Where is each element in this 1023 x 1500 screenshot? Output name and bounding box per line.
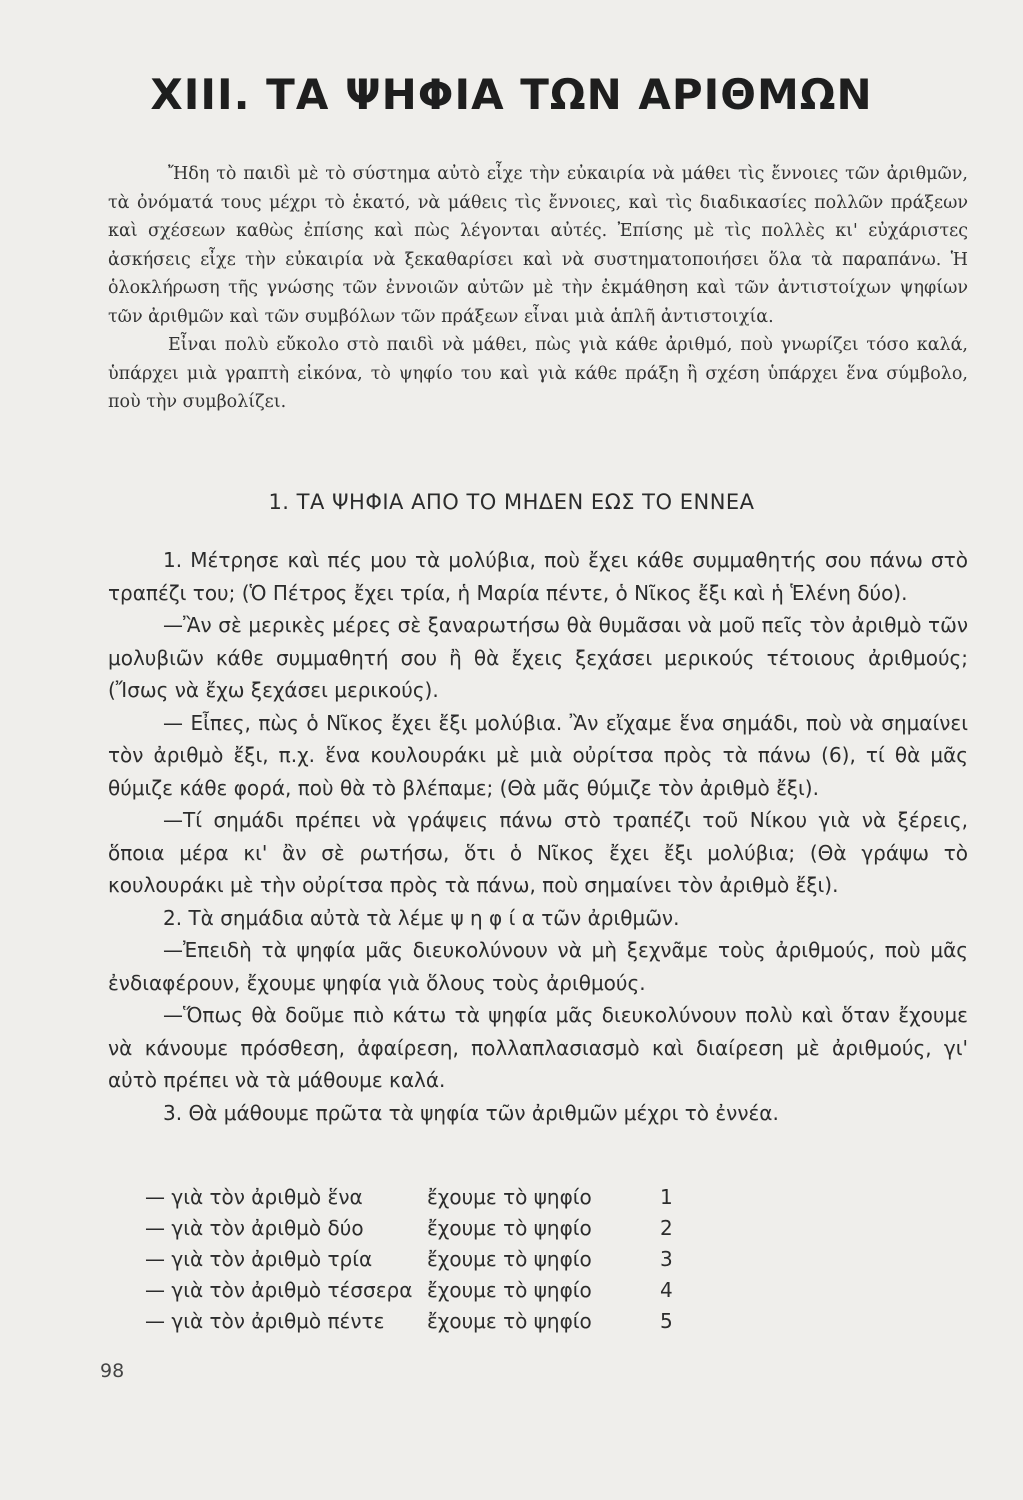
digit-row-digit: 4 (660, 1278, 673, 1302)
digit-row-label: — γιὰ τὸν ἀριθμὸ ἕνα (145, 1185, 363, 1209)
digit-row (145, 1244, 690, 1275)
intro-paragraph: Ἤδη τὸ παιδὶ μὲ τὸ σύστημα αὐτὸ εἶχε τὴν εὐκαιρία νὰ μάθει τὶς ἔννοιες τῶν ἀριθμῶν, τὰ ὀνόματά τους μέχρι τὸ ἑκατό, νὰ μάθεις τὶς ἔννοιες, καὶ τὶς διαδικασίες πολλῶν πράξεων καὶ σχέσεων καθὼς ἐπίσης καὶ πὼς λέγονται αὐτές. Ἐπίσης μὲ τὶς πολλὲς κι' εὐχάριστες ἀσκήσεις εἶχε τὴν εὐκαιρία νὰ ξεκαθαρίσει καὶ νὰ συστηματοποιήσει ὅλα τὰ παραπάνω. Ἡ ὁλοκλήρωση τῆς γνώσης τῶν ἐννοιῶν αὐτῶν μὲ τὴν ἐκμάθηση καὶ τῶν ἀντιστοίχων ψηφίων τῶν ἀριθμῶν καὶ τῶν συμβόλων τῶν πράξεων εἶναι μιὰ ἁπλῆ ἀντιστοιχία. (108, 164, 968, 327)
digit-row-middle: ἔχουμε τὸ ψηφίο (427, 1216, 592, 1240)
chapter-title: XIII. ΤΑ ΨΗΦΙΑ ΤΩΝ ΑΡΙΘΜΩΝ (150, 70, 873, 119)
digit-row-middle: ἔχουμε τὸ ψηφίο (427, 1185, 592, 1209)
digit-row-digit: 2 (660, 1216, 673, 1240)
body-paragraph: —Ἐπειδὴ τὰ ψηφία μᾶς διευκολύνουν νὰ μὴ ξεχνᾶμε τοὺς ἀριθμούς, ποὺ μᾶς ἐνδιαφέρουν, ἔχουμε ψηφία γιὰ ὅλους τοὺς ἀριθμούς. (108, 938, 968, 995)
body-paragraph: —Ὅπως θὰ δοῦμε πιὸ κάτω τὰ ψηφία μᾶς διευκολύνουν πολὺ καὶ ὅταν ἔχουμε νὰ κάνουμε πρόσθεση, ἀφαίρεση, πολλαπλασιασμὸ καὶ διαίρεση μὲ ἀριθμούς, γι' αὐτὸ πρέπει νὰ τὰ μάθουμε καλά. (108, 1003, 968, 1092)
body-paragraph: 1. Μέτρησε καὶ πές μου τὰ μολύβια, ποὺ ἔχει κάθε συμμαθητής σου πάνω στὸ τραπέζι του; (Ὁ Πέτρος ἔχει τρία, ἡ Μαρία πέντε, ὁ Νῖκος ἔξι καὶ ἡ Ἑλένη δύο). (108, 548, 968, 605)
digit-row-middle: ἔχουμε τὸ ψηφίο (427, 1309, 592, 1333)
page-number: 98 (100, 1360, 125, 1382)
digit-row-label: — γιὰ τὸν ἀριθμὸ τρία (145, 1247, 373, 1271)
body-paragraph: 3. Θὰ μάθουμε πρῶτα τὰ ψηφία τῶν ἀριθμῶν μέχρι τὸ ἐννέα. (163, 1100, 779, 1125)
digit-row (145, 1213, 690, 1244)
section-title: 1. ΤΑ ΨΗΦΙΑ ΑΠΟ ΤΟ ΜΗΔΕΝ ΕΩΣ ΤΟ ΕΝΝΕΑ (268, 490, 755, 514)
digit-row-label: — γιὰ τὸν ἀριθμὸ πέντε (145, 1309, 385, 1333)
digit-row-middle: ἔχουμε τὸ ψηφίο (427, 1247, 592, 1271)
intro-text (108, 160, 968, 417)
body-paragraph: 2. Τὰ σημάδια αὐτὰ τὰ λέμε ψ η φ ί α τῶν ἀριθμῶν. (163, 905, 680, 930)
digit-table (145, 1182, 690, 1337)
digit-row-middle: ἔχουμε τὸ ψηφίο (427, 1278, 592, 1302)
body-paragraph: — Εἶπες, πὼς ὁ Νῖκος ἔχει ἔξι μολύβια. Ἂν εἴχαμε ἕνα σημάδι, ποὺ νὰ σημαίνει τὸν ἀριθμὸ ἔξι, π.χ. ἕνα κουλουράκι μὲ μιὰ οὐρίτσα πρὸς τὰ πάνω (6), τί θὰ μᾶς θύμιζε κάθε φορά, ποὺ θὰ τὸ βλέπαμε; (Θὰ μᾶς θύμιζε τὸν ἀριθμὸ ἔξι). (108, 710, 968, 800)
body-text (108, 544, 968, 1129)
digit-row-digit: 5 (660, 1309, 673, 1333)
digit-row (145, 1275, 690, 1306)
digit-row-digit: 3 (660, 1247, 673, 1271)
body-paragraph: —Τί σημάδι πρέπει νὰ γράψεις πάνω στὸ τραπέζι τοῦ Νίκου γιὰ νὰ ξέρεις, ὅποια μέρα κι' ἂν σὲ ρωτήσω, ὅτι ὁ Νῖκος ἔχει ἔξι μολύβια; (Θὰ γράψω τὸ κουλουράκι μὲ τὴν οὐρίτσα πρὸς τὰ πάνω, ποὺ σημαίνει τὸν ἀριθμὸ ἔξι). (108, 808, 968, 897)
body-paragraph: —Ἂν σὲ μερικὲς μέρες σὲ ξαναρωτήσω θὰ θυμᾶσαι νὰ μοῦ πεῖς τὸν ἀριθμὸ τῶν μολυβιῶν κάθε συμμαθητή σου ἢ θὰ ἔχεις ξεχάσει μερικούς τέτοιους ἀριθμούς; (Ἴσως νὰ ἔχω ξεχάσει μερικούς). (108, 613, 968, 702)
intro-paragraph: Εἶναι πολὺ εὔκολο στὸ παιδὶ νὰ μάθει, πὼς γιὰ κάθε ἀριθμό, ποὺ γνωρίζει τόσο καλά, ὑπάρχει μιὰ γραπτὴ εἰκόνα, τὸ ψηφίο του καὶ γιὰ κάθε πράξη ἢ σχέση ὑπάρχει ἕνα σύμβολο, ποὺ τὴν συμβολίζει. (108, 335, 968, 412)
digit-row (145, 1306, 690, 1337)
digit-row-digit: 1 (660, 1185, 673, 1209)
digit-row-label: — γιὰ τὸν ἀριθμὸ τέσσερα (145, 1278, 413, 1302)
digit-row-label: — γιὰ τὸν ἀριθμὸ δύο (145, 1216, 364, 1240)
digit-row (145, 1182, 690, 1213)
